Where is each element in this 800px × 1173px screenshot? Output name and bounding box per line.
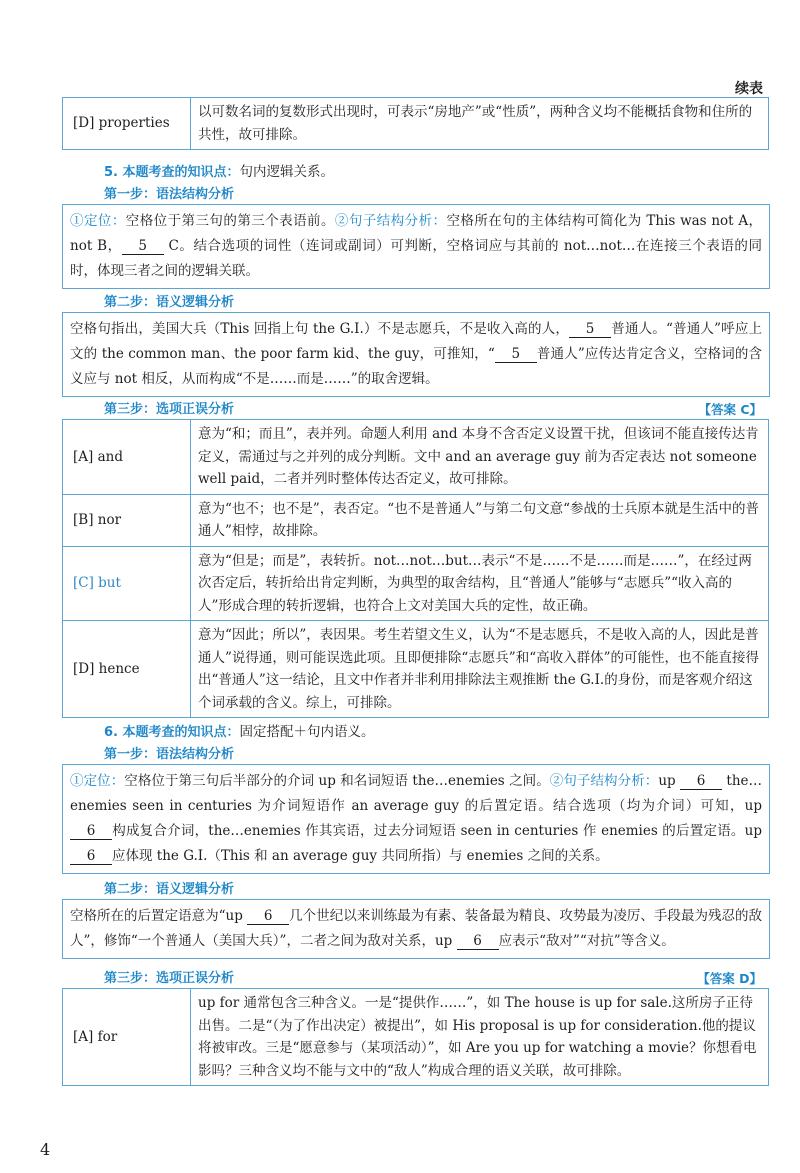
table-row: [63, 98, 769, 150]
q6-heading-topic: 固定搭配＋句内语义。: [239, 724, 375, 740]
q6-heading: [104, 720, 375, 740]
option-explanation: 意为“也不；也不是”，表否定。“也不是普通人”与第二句文意“参战的士兵原本就是生活中的普通人”相悖，故排除。: [191, 494, 769, 546]
option-explanation: up for 通常包含三种含义。一是“提供作……”，如 The house is up for sale.这所房子正待出售。二是“（为了作出决定）被提出”，如 His proposal is up for consideration.他的提议将被审改。三是“愿意参与（某项活动）”，如 Are you up for watching a movie？你想看电影吗？三种含义均不能与文中的“敌人”构成合理的语义关联，故可排除。: [191, 989, 769, 1086]
blank-5: 5: [495, 346, 537, 363]
text: 空格位于第三句后半部分的介词 up 和名词短语 the…enemies 之间。: [124, 773, 550, 789]
keyword-locate: ①定位：: [70, 213, 126, 229]
blank-6: 6: [457, 933, 499, 950]
text: C。结合选项的词性（连词或副词）可判断，空格词应与其前的 not…not…在连接三个表语的同时，体现三者之间的逻辑关联。: [70, 238, 762, 279]
blank-5: 5: [569, 321, 611, 338]
option-label: [A] for: [63, 989, 191, 1086]
text: the…enemies seen in centuries 为介词短语作 an average guy 的后置定语。结合选项（均为介词）可知，up: [70, 773, 762, 814]
text: 空格位于第三句的第三个表语前。: [125, 213, 335, 229]
page-number: 4: [40, 1140, 51, 1159]
blank-6: 6: [70, 823, 112, 840]
text: 空格所在的后置定语意为“up: [70, 908, 243, 924]
q5-answer-badge: 【答案 C】: [698, 402, 762, 417]
option-explanation: 意为“因此；所以”，表因果。考生若望文生义，认为“不是志愿兵，不是收入高的人，因此是普通人”说得通，则可能误选此项。且即便排除“志愿兵”和“高收入群体”的可能性，也不能直接得出“普通人”这一结论，且文中作者并非利用排除法主观推断 the G.I.的身份，而是客观介绍这个词承载的含义。综上，可排除。: [191, 621, 769, 718]
q6-step3-label: 第三步：选项正误分析: [104, 971, 235, 986]
q5-heading-label: 5. 本题考查的知识点：: [104, 165, 240, 180]
q6-heading-label: 6. 本题考查的知识点：: [104, 725, 240, 740]
continuation-label: 续表: [735, 81, 763, 97]
text: 空格句指出，美国大兵（This 回指上句 the G.I.）不是志愿兵，不是收入高的人，: [70, 321, 570, 337]
q5-step1-box: [62, 204, 770, 289]
keyword-structure: ②句子结构分析：: [549, 773, 659, 789]
q6-step2-label: 第二步：语义逻辑分析: [104, 882, 235, 897]
keyword-locate: ①定位：: [70, 773, 125, 789]
blank-6: 6: [70, 848, 112, 865]
option-explanation: 意为“和；而且”，表并列。命题人利用 and 本身不含否定义设置干扰，但该词不能直接传达肯定义，需通过与之并列的成分判断。文中 and an average guy 前为否定表达 not someone well paid，二者并列时整体传达否定义，故可排除。: [191, 420, 769, 495]
q6-step2-box: [62, 899, 770, 959]
option-explanation: 以可数名词的复数形式出现时，可表示“房地产”或“性质”，两种含义均不能概括食物和住所的共性，故可排除。: [191, 98, 769, 150]
table-row: [63, 494, 769, 546]
q6-options-table: [62, 988, 769, 1086]
table-row: [63, 420, 769, 495]
text: 空格所在句的主体结构可简化为 This was not A，not B，: [70, 213, 763, 254]
text: 普通人。“普通人”呼应上文的 the common man、the poor farm kid、the guy，可推知，“: [70, 321, 762, 362]
table-row: [63, 546, 769, 621]
q5-step1-label: 第一步：语法结构分析: [104, 187, 235, 202]
table-row: [63, 621, 769, 718]
table-row: [63, 989, 769, 1086]
option-label-correct: [C] but: [63, 546, 191, 621]
q5-step2-box: [62, 312, 770, 397]
text: 构成复合介词，the…enemies 作其宾语，过去分词短语 seen in centuries 作 enemies 的后置定语。up: [112, 823, 762, 839]
text: 几个世纪以来训练最为有素、装备最为精良、攻势最为凌厉、手段最为残忍的敌人”，修饰“一个普通人（美国大兵）”，二者之间为敌对关系，up: [70, 908, 762, 949]
text: 普通人”应传达肯定含义，空格词的含义应与 not 相反，从而构成“不是……而是……”的取舍逻辑。: [70, 346, 762, 387]
q6-step1-box: [62, 764, 770, 874]
option-label: [B] nor: [63, 494, 191, 546]
q6-answer-badge: 【答案 D】: [697, 971, 762, 986]
q6-step1-label: 第一步：语法结构分析: [104, 747, 235, 762]
blank-5: 5: [122, 238, 164, 255]
q5-heading-topic: 句内逻辑关系。: [239, 164, 335, 180]
text: 应体现 the G.I.（This 和 an average guy 共同所指）与 enemies 之间的关系。: [112, 848, 609, 864]
continued-options-table: [62, 97, 769, 150]
blank-6: 6: [680, 773, 722, 790]
blank-6: 6: [247, 908, 289, 925]
text: 应表示“敌对”“对抗”等含义。: [498, 933, 675, 949]
option-explanation: 意为“但是；而是”，表转折。not…not…but…表示“不是……不是……而是……”，在经过两次否定后，转折给出肯定判断，为典型的取舍结构，且“普通人”能够与“志愿兵”“收入高的人”形成合理的转折逻辑，也符合上文对美国大兵的定性，故正确。: [191, 546, 769, 621]
q5-heading: [104, 160, 334, 180]
option-label: [D] properties: [63, 98, 191, 150]
text: up: [658, 773, 676, 789]
q5-step2-label: 第二步：语义逻辑分析: [104, 295, 235, 310]
keyword-structure: ②句子结构分析：: [334, 213, 447, 229]
q5-step3-label: 第三步：选项正误分析: [104, 402, 235, 417]
q5-options-table: [62, 419, 769, 718]
option-label: [A] and: [63, 420, 191, 495]
option-label: [D] hence: [63, 621, 191, 718]
